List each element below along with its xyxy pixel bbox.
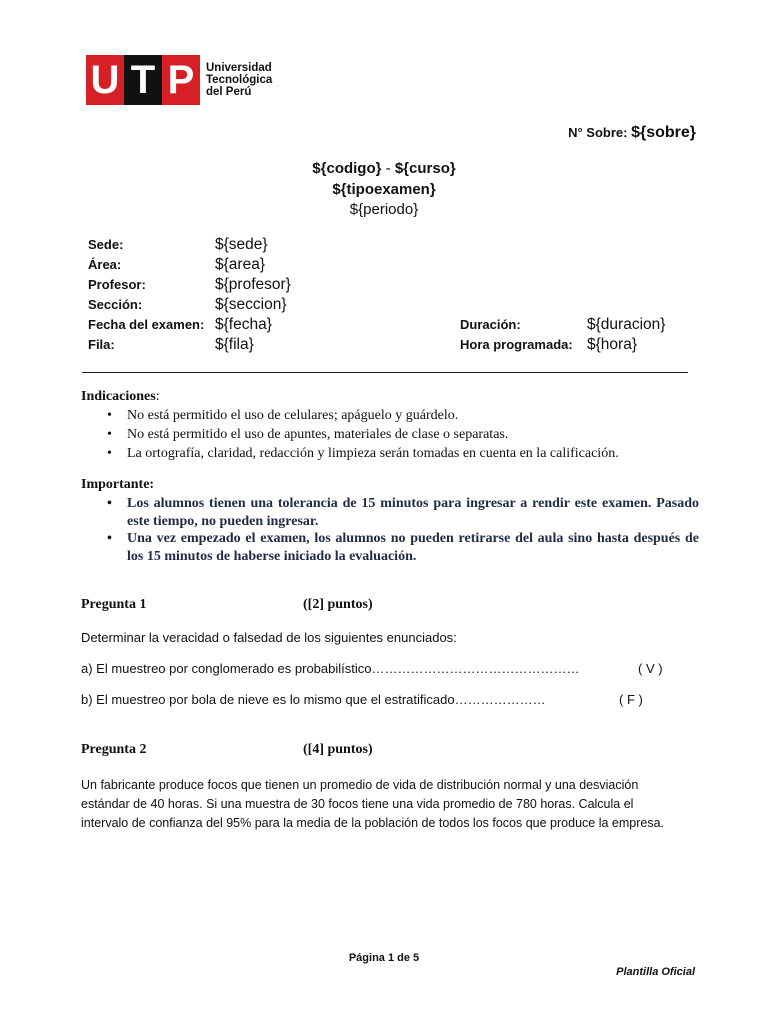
pregunta1-answer-a: ( V ) xyxy=(638,661,663,676)
importante-list xyxy=(103,495,699,565)
pregunta1-title: Pregunta 1 xyxy=(81,597,147,612)
pregunta1-prompt: Determinar la veracidad o falsedad de los siguientes enunciados: xyxy=(81,630,457,645)
hora-value: ${hora} xyxy=(587,336,637,353)
exam-period: ${periodo} xyxy=(349,201,419,218)
list-item: • No está permitido el uso de apuntes, materiales de clase o separatas. xyxy=(103,425,723,444)
profesor-value: ${profesor} xyxy=(215,276,291,293)
list-item: • Los alumnos tienen una tolerancia de 15 minutos para ingresar a rendir este examen. Pasado este tiempo, no pueden ingresar. xyxy=(103,495,699,530)
sobre-value: ${sobre} xyxy=(631,124,696,141)
pregunta2-text: Un fabricante produce focos que tienen un promedio de vida de distribución normal y una desviación estándar de 40 horas. Si una muestra de 30 focos tiene una vida promedio de 780 horas. Calcula el intervalo de confianza del 95% para la media de la población de todos los focos que produce la empresa. xyxy=(81,778,665,830)
divider-line xyxy=(82,372,688,373)
indicaciones-title: Indicaciones: xyxy=(81,389,160,404)
pregunta2-points: ([4] puntos) xyxy=(303,742,373,757)
importante-title: Importante: xyxy=(81,477,155,492)
indicaciones-list xyxy=(103,406,723,463)
plantilla-oficial: Plantilla Oficial xyxy=(616,966,695,978)
pregunta2-title: Pregunta 2 xyxy=(81,742,147,757)
area-label: Área: xyxy=(88,257,122,272)
pregunta1-answer-b: ( F ) xyxy=(619,692,643,707)
sobre-number xyxy=(568,124,696,142)
duracion-label: Duración: xyxy=(460,317,521,332)
page-number: Página 1 de 5 xyxy=(348,952,420,964)
exam-type: ${tipoexamen} xyxy=(332,181,436,198)
fila-label: Fila: xyxy=(88,337,115,352)
logo-letter-p: P xyxy=(162,55,200,105)
pregunta1-points: ([2] puntos) xyxy=(303,597,373,612)
list-item: • La ortografía, claridad, redacción y limpieza serán tomadas en cuenta en la calificación. xyxy=(103,444,723,463)
sede-label: Sede: xyxy=(88,237,124,252)
sobre-label: N° Sobre: xyxy=(568,125,628,140)
fila-value: ${fila} xyxy=(215,336,254,353)
logo-letter-u: U xyxy=(86,55,124,105)
logo-text: Universidad Tecnológica del Perú xyxy=(206,62,273,98)
area-value: ${area} xyxy=(215,256,265,273)
exam-code-course: ${codigo} - ${curso} xyxy=(312,160,456,177)
pregunta1-item-a: a) El muestreo por conglomerado es probabilístico………………………………………… xyxy=(81,661,580,676)
seccion-value: ${seccion} xyxy=(215,296,287,313)
profesor-label: Profesor: xyxy=(88,277,146,292)
fecha-label: Fecha del examen: xyxy=(88,317,205,332)
pregunta1-item-b: b) El muestreo por bola de nieve es lo mismo que el estratificado………………… xyxy=(81,692,546,707)
logo-letter-t: T xyxy=(124,55,162,105)
fecha-value: ${fecha} xyxy=(215,316,272,333)
seccion-label: Sección: xyxy=(88,297,143,312)
sede-value: ${sede} xyxy=(215,236,268,253)
list-item: • No está permitido el uso de celulares; apáguelo y guárdelo. xyxy=(103,406,723,425)
logo-letters xyxy=(86,55,200,105)
utp-logo xyxy=(86,55,272,105)
hora-label: Hora programada: xyxy=(460,337,573,352)
list-item: • Una vez empezado el examen, los alumnos no pueden retirarse del aula sino hasta después de los 15 minutos de haberse iniciado la evaluación. xyxy=(103,530,699,565)
duracion-value: ${duracion} xyxy=(587,316,666,333)
